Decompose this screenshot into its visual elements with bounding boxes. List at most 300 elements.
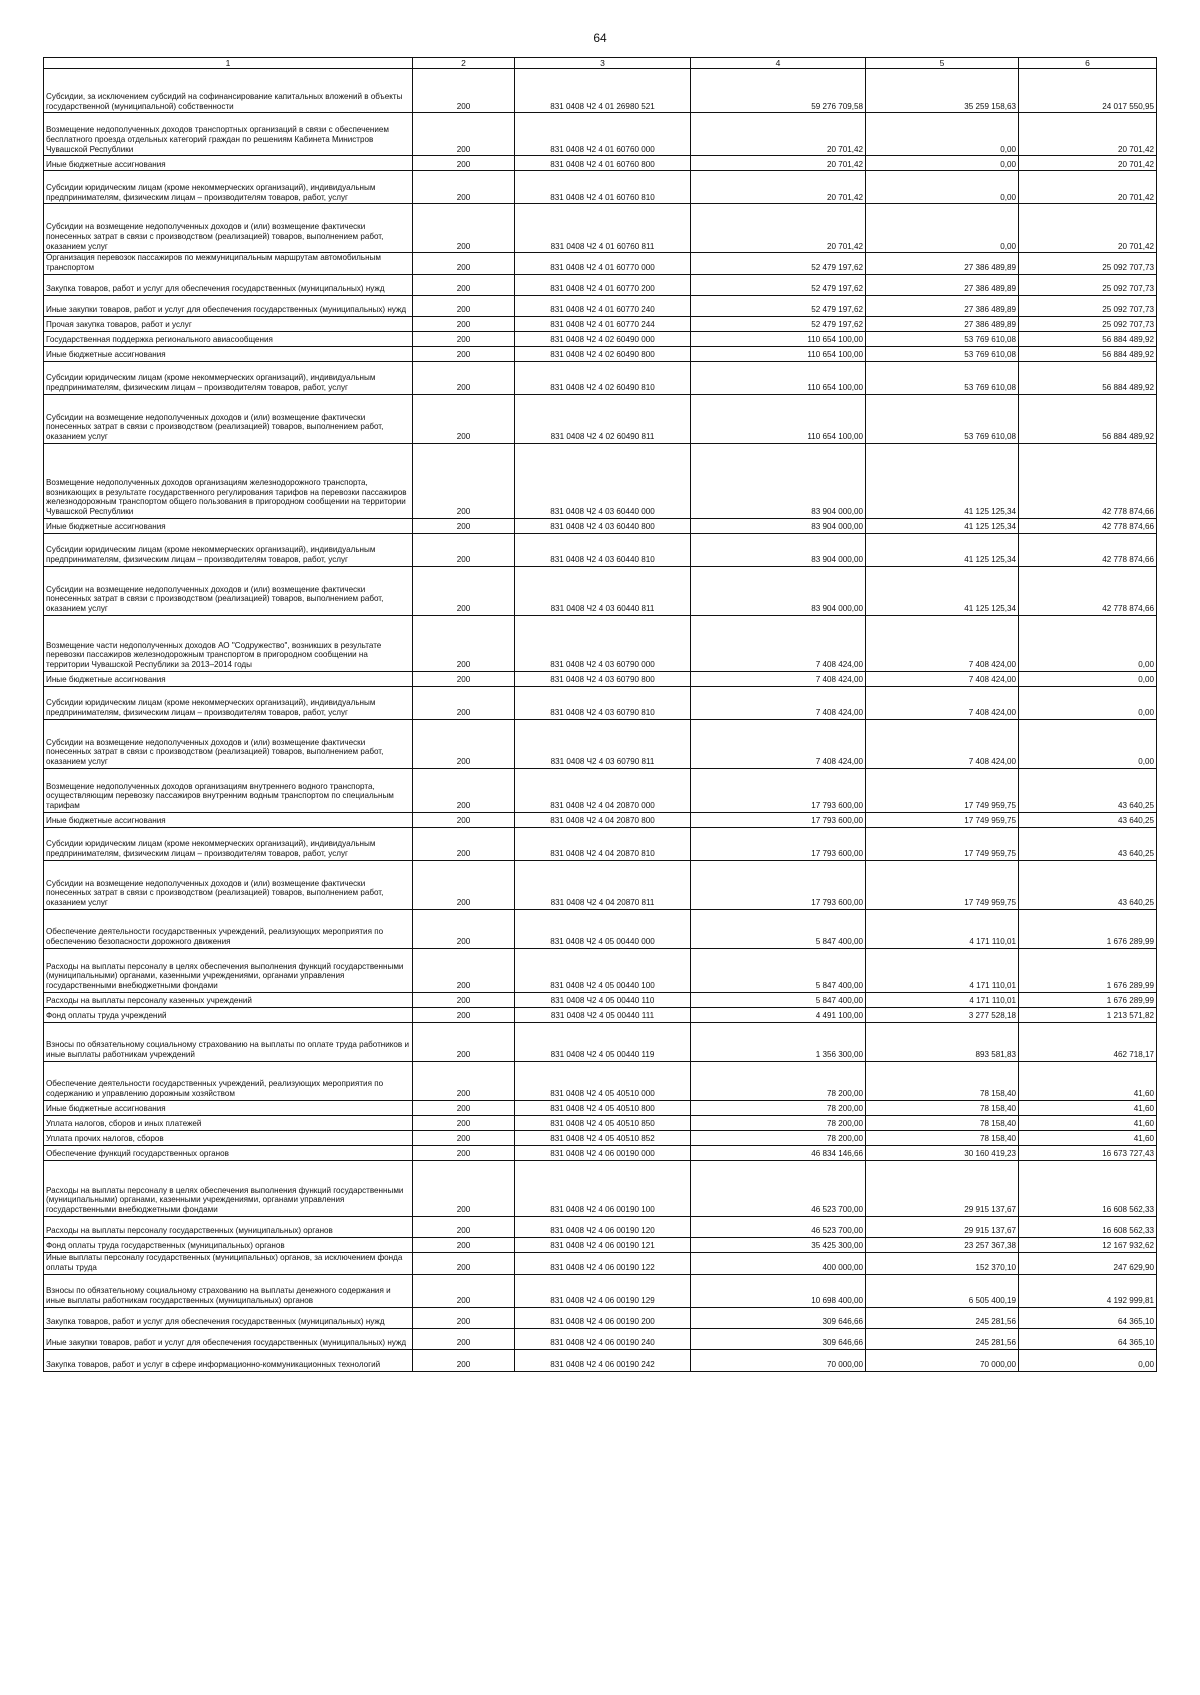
table-row: [44, 1349, 1157, 1371]
unexecuted-amount-cell: 25 092 707,73: [1019, 275, 1157, 296]
executed-amount-cell: 17 749 959,75: [866, 769, 1019, 813]
description-cell: Иные бюджетные ассигнования: [44, 1101, 413, 1116]
approved-amount-cell: 7 408 424,00: [691, 616, 866, 672]
approved-amount-cell: 7 408 424,00: [691, 687, 866, 720]
budget-classification-cell: 831 0408 Ч2 4 02 60490 000: [515, 332, 691, 347]
unexecuted-amount-cell: 43 640,25: [1019, 861, 1157, 910]
description-cell: Субсидии на возмещение недополученных доходов и (или) возмещение фактически понесенных затрат в связи с производством (реализацией) товаров, выполнением работ, оказанием услуг: [44, 395, 413, 444]
unexecuted-amount-cell: 25 092 707,73: [1019, 317, 1157, 332]
executed-amount-cell: 78 158,40: [866, 1062, 1019, 1101]
approved-amount-cell: 309 646,66: [691, 1307, 866, 1328]
table-row: [44, 813, 1157, 828]
line-code-cell: 200: [413, 1253, 515, 1275]
description-cell: Возмещение недополученных доходов транспортных организаций в связи с обеспечением бесплатного проезда отдельных категорий граждан по решениям Кабинета Министров Чувашской Республики: [44, 113, 413, 156]
unexecuted-amount-cell: 43 640,25: [1019, 769, 1157, 813]
executed-amount-cell: 29 915 137,67: [866, 1161, 1019, 1217]
approved-amount-cell: 52 479 197,62: [691, 253, 866, 275]
budget-classification-cell: 831 0408 Ч2 4 03 60790 800: [515, 672, 691, 687]
approved-amount-cell: 17 793 600,00: [691, 828, 866, 861]
executed-amount-cell: 27 386 489,89: [866, 317, 1019, 332]
table-row: [44, 534, 1157, 567]
approved-amount-cell: 7 408 424,00: [691, 720, 866, 769]
budget-classification-cell: 831 0408 Ч2 4 03 60790 811: [515, 720, 691, 769]
executed-amount-cell: 41 125 125,34: [866, 534, 1019, 567]
description-cell: Субсидии, за исключением субсидий на софинансирование капитальных вложений в объекты государственной (муниципальной) собственности: [44, 69, 413, 113]
table-row: [44, 861, 1157, 910]
description-cell: Взносы по обязательному социальному страхованию на выплаты денежного содержания и иные выплаты работникам государственных (муниципальных) органов: [44, 1274, 413, 1307]
approved-amount-cell: 46 834 146,66: [691, 1146, 866, 1161]
table-row: [44, 1116, 1157, 1131]
approved-amount-cell: 46 523 700,00: [691, 1217, 866, 1238]
approved-amount-cell: 35 425 300,00: [691, 1238, 866, 1253]
line-code-cell: 200: [413, 1101, 515, 1116]
executed-amount-cell: 27 386 489,89: [866, 253, 1019, 275]
approved-amount-cell: 7 408 424,00: [691, 672, 866, 687]
unexecuted-amount-cell: 16 673 727,43: [1019, 1146, 1157, 1161]
table-row: [44, 993, 1157, 1008]
description-cell: Иные выплаты персоналу государственных (муниципальных) органов, за исключением фонда оплаты труда: [44, 1253, 413, 1275]
budget-classification-cell: 831 0408 Ч2 4 03 60790 810: [515, 687, 691, 720]
description-cell: Возмещение недополученных доходов организациям внутреннего водного транспорта, осуществляющим перевозку пассажиров внутренним водным транспортом по специальным тарифам: [44, 769, 413, 813]
unexecuted-amount-cell: 42 778 874,66: [1019, 567, 1157, 616]
executed-amount-cell: 245 281,56: [866, 1307, 1019, 1328]
table-row: [44, 519, 1157, 534]
approved-amount-cell: 20 701,42: [691, 113, 866, 156]
description-cell: Иные бюджетные ассигнования: [44, 156, 413, 171]
approved-amount-cell: 78 200,00: [691, 1062, 866, 1101]
executed-amount-cell: 17 749 959,75: [866, 861, 1019, 910]
approved-amount-cell: 110 654 100,00: [691, 395, 866, 444]
approved-amount-cell: 17 793 600,00: [691, 861, 866, 910]
budget-classification-cell: 831 0408 Ч2 4 03 60440 800: [515, 519, 691, 534]
executed-amount-cell: 0,00: [866, 204, 1019, 253]
budget-classification-cell: 831 0408 Ч2 4 05 00440 000: [515, 910, 691, 949]
budget-classification-cell: 831 0408 Ч2 4 06 00190 120: [515, 1217, 691, 1238]
table-body: [44, 69, 1157, 1371]
line-code-cell: 200: [413, 993, 515, 1008]
unexecuted-amount-cell: 20 701,42: [1019, 204, 1157, 253]
budget-classification-cell: 831 0408 Ч2 4 01 60770 240: [515, 296, 691, 317]
line-code-cell: 200: [413, 534, 515, 567]
table-row: [44, 156, 1157, 171]
line-code-cell: 200: [413, 275, 515, 296]
approved-amount-cell: 4 491 100,00: [691, 1008, 866, 1023]
budget-classification-cell: 831 0408 Ч2 4 06 00190 000: [515, 1146, 691, 1161]
header-cell-6: 6: [1019, 58, 1157, 69]
line-code-cell: 200: [413, 519, 515, 534]
executed-amount-cell: 4 171 110,01: [866, 993, 1019, 1008]
budget-classification-cell: 831 0408 Ч2 4 05 00440 110: [515, 993, 691, 1008]
budget-classification-cell: 831 0408 Ч2 4 01 60760 800: [515, 156, 691, 171]
unexecuted-amount-cell: 1 213 571,82: [1019, 1008, 1157, 1023]
description-cell: Взносы по обязательному социальному страхованию на выплаты по оплате труда работников и иные выплаты работникам учреждений: [44, 1023, 413, 1062]
table-row: [44, 444, 1157, 519]
line-code-cell: 200: [413, 910, 515, 949]
table-row: [44, 171, 1157, 204]
description-cell: Расходы на выплаты персоналу государственных (муниципальных) органов: [44, 1217, 413, 1238]
line-code-cell: 200: [413, 687, 515, 720]
executed-amount-cell: 70 000,00: [866, 1349, 1019, 1371]
unexecuted-amount-cell: 24 017 550,95: [1019, 69, 1157, 113]
line-code-cell: 200: [413, 567, 515, 616]
table-row: [44, 1146, 1157, 1161]
description-cell: Субсидии юридическим лицам (кроме некоммерческих организаций), индивидуальным предпринимателям, физическим лицам – производителям товаров, работ, услуг: [44, 534, 413, 567]
description-cell: Возмещение недополученных доходов организациям железнодорожного транспорта, возникающих в результате государственного регулирования тарифов на перевозки пассажиров железнодорожным транспортом общего пользования в пригородном сообщении на территории Чувашской Республики: [44, 444, 413, 519]
executed-amount-cell: 53 769 610,08: [866, 395, 1019, 444]
line-code-cell: 200: [413, 949, 515, 993]
line-code-cell: 200: [413, 253, 515, 275]
description-cell: Закупка товаров, работ и услуг для обеспечения государственных (муниципальных) нужд: [44, 1307, 413, 1328]
description-cell: Закупка товаров, работ и услуг в сфере информационно-коммуникационных технологий: [44, 1349, 413, 1371]
line-code-cell: 200: [413, 69, 515, 113]
line-code-cell: 200: [413, 113, 515, 156]
table-row: [44, 1008, 1157, 1023]
table-row: [44, 317, 1157, 332]
description-cell: Субсидии юридическим лицам (кроме некоммерческих организаций), индивидуальным предпринимателям, физическим лицам – производителям товаров, работ, услуг: [44, 171, 413, 204]
line-code-cell: 200: [413, 171, 515, 204]
header-row: [44, 58, 1157, 69]
description-cell: Субсидии юридическим лицам (кроме некоммерческих организаций), индивидуальным предпринимателям, физическим лицам – производителям товаров, работ, услуг: [44, 362, 413, 395]
approved-amount-cell: 400 000,00: [691, 1253, 866, 1275]
budget-classification-cell: 831 0408 Ч2 4 05 00440 111: [515, 1008, 691, 1023]
unexecuted-amount-cell: 25 092 707,73: [1019, 253, 1157, 275]
table-row: [44, 204, 1157, 253]
table-row: [44, 362, 1157, 395]
approved-amount-cell: 20 701,42: [691, 204, 866, 253]
approved-amount-cell: 20 701,42: [691, 171, 866, 204]
description-cell: Иные бюджетные ассигнования: [44, 519, 413, 534]
budget-classification-cell: 831 0408 Ч2 4 01 60770 000: [515, 253, 691, 275]
description-cell: Иные бюджетные ассигнования: [44, 813, 413, 828]
budget-classification-cell: 831 0408 Ч2 4 02 60490 811: [515, 395, 691, 444]
description-cell: Обеспечение деятельности государственных учреждений, реализующих мероприятия по обеспечению безопасности дорожного движения: [44, 910, 413, 949]
table-row: [44, 1161, 1157, 1217]
budget-classification-cell: 831 0408 Ч2 4 06 00190 122: [515, 1253, 691, 1275]
approved-amount-cell: 70 000,00: [691, 1349, 866, 1371]
description-cell: Прочая закупка товаров, работ и услуг: [44, 317, 413, 332]
approved-amount-cell: 46 523 700,00: [691, 1161, 866, 1217]
table-row: [44, 1238, 1157, 1253]
executed-amount-cell: 17 749 959,75: [866, 813, 1019, 828]
line-code-cell: 200: [413, 672, 515, 687]
approved-amount-cell: 110 654 100,00: [691, 332, 866, 347]
line-code-cell: 200: [413, 1146, 515, 1161]
executed-amount-cell: 41 125 125,34: [866, 519, 1019, 534]
table-row: [44, 1328, 1157, 1349]
line-code-cell: 200: [413, 1217, 515, 1238]
table-row: [44, 949, 1157, 993]
approved-amount-cell: 59 276 709,58: [691, 69, 866, 113]
executed-amount-cell: 78 158,40: [866, 1131, 1019, 1146]
description-cell: Расходы на выплаты персоналу в целях обеспечения выполнения функций государственными (муниципальными) органами, казенными учреждениями, органами управления государственными внебюджетными фондами: [44, 1161, 413, 1217]
unexecuted-amount-cell: 16 608 562,33: [1019, 1217, 1157, 1238]
unexecuted-amount-cell: 0,00: [1019, 1349, 1157, 1371]
executed-amount-cell: 3 277 528,18: [866, 1008, 1019, 1023]
budget-classification-cell: 831 0408 Ч2 4 05 40510 000: [515, 1062, 691, 1101]
unexecuted-amount-cell: 0,00: [1019, 672, 1157, 687]
description-cell: Иные бюджетные ассигнования: [44, 672, 413, 687]
line-code-cell: 200: [413, 296, 515, 317]
line-code-cell: 200: [413, 861, 515, 910]
description-cell: Субсидии на возмещение недополученных доходов и (или) возмещение фактически понесенных затрат в связи с производством (реализацией) товаров, выполнением работ, оказанием услуг: [44, 720, 413, 769]
table-row: [44, 1101, 1157, 1116]
approved-amount-cell: 83 904 000,00: [691, 534, 866, 567]
description-cell: Уплата налогов, сборов и иных платежей: [44, 1116, 413, 1131]
unexecuted-amount-cell: 1 676 289,99: [1019, 910, 1157, 949]
unexecuted-amount-cell: 56 884 489,92: [1019, 395, 1157, 444]
unexecuted-amount-cell: 41,60: [1019, 1101, 1157, 1116]
executed-amount-cell: 27 386 489,89: [866, 296, 1019, 317]
description-cell: Государственная поддержка регионального авиасообщения: [44, 332, 413, 347]
budget-classification-cell: 831 0408 Ч2 4 05 40510 852: [515, 1131, 691, 1146]
executed-amount-cell: 7 408 424,00: [866, 720, 1019, 769]
description-cell: Субсидии юридическим лицам (кроме некоммерческих организаций), индивидуальным предпринимателям, физическим лицам – производителям товаров, работ, услуг: [44, 828, 413, 861]
budget-classification-cell: 831 0408 Ч2 4 04 20870 810: [515, 828, 691, 861]
line-code-cell: 200: [413, 1116, 515, 1131]
unexecuted-amount-cell: 1 676 289,99: [1019, 949, 1157, 993]
table-row: [44, 1274, 1157, 1307]
budget-classification-cell: 831 0408 Ч2 4 03 60440 811: [515, 567, 691, 616]
unexecuted-amount-cell: 4 192 999,81: [1019, 1274, 1157, 1307]
table-row: [44, 720, 1157, 769]
description-cell: Расходы на выплаты персоналу казенных учреждений: [44, 993, 413, 1008]
unexecuted-amount-cell: 20 701,42: [1019, 113, 1157, 156]
line-code-cell: 200: [413, 362, 515, 395]
budget-classification-cell: 831 0408 Ч2 4 06 00190 100: [515, 1161, 691, 1217]
table-row: [44, 1217, 1157, 1238]
approved-amount-cell: 52 479 197,62: [691, 317, 866, 332]
page-number: 64: [593, 31, 607, 45]
budget-classification-cell: 831 0408 Ч2 4 01 60770 200: [515, 275, 691, 296]
executed-amount-cell: 53 769 610,08: [866, 347, 1019, 362]
description-cell: Обеспечение деятельности государственных учреждений, реализующих мероприятия по содержанию и управлению дорожным хозяйством: [44, 1062, 413, 1101]
line-code-cell: 200: [413, 1008, 515, 1023]
approved-amount-cell: 78 200,00: [691, 1101, 866, 1116]
unexecuted-amount-cell: 247 629,90: [1019, 1253, 1157, 1275]
budget-classification-cell: 831 0408 Ч2 4 04 20870 800: [515, 813, 691, 828]
approved-amount-cell: 78 200,00: [691, 1116, 866, 1131]
approved-amount-cell: 52 479 197,62: [691, 296, 866, 317]
budget-classification-cell: 831 0408 Ч2 4 01 60760 810: [515, 171, 691, 204]
executed-amount-cell: 23 257 367,38: [866, 1238, 1019, 1253]
table-row: [44, 1062, 1157, 1101]
line-code-cell: 200: [413, 769, 515, 813]
budget-classification-cell: 831 0408 Ч2 4 06 00190 121: [515, 1238, 691, 1253]
unexecuted-amount-cell: 41,60: [1019, 1116, 1157, 1131]
unexecuted-amount-cell: 42 778 874,66: [1019, 534, 1157, 567]
line-code-cell: 200: [413, 1328, 515, 1349]
unexecuted-amount-cell: 0,00: [1019, 616, 1157, 672]
executed-amount-cell: 35 259 158,63: [866, 69, 1019, 113]
line-code-cell: 200: [413, 1161, 515, 1217]
budget-classification-cell: 831 0408 Ч2 4 05 00440 119: [515, 1023, 691, 1062]
unexecuted-amount-cell: 462 718,17: [1019, 1023, 1157, 1062]
budget-classification-cell: 831 0408 Ч2 4 01 60770 244: [515, 317, 691, 332]
description-cell: Иные закупки товаров, работ и услуг для обеспечения государственных (муниципальных) нужд: [44, 296, 413, 317]
table-row: [44, 253, 1157, 275]
approved-amount-cell: 110 654 100,00: [691, 347, 866, 362]
table-row: [44, 828, 1157, 861]
description-cell: Расходы на выплаты персоналу в целях обеспечения выполнения функций государственными (муниципальными) органами, казенными учреждениями, органами управления государственными внебюджетными фондами: [44, 949, 413, 993]
description-cell: Закупка товаров, работ и услуг для обеспечения государственных (муниципальных) нужд: [44, 275, 413, 296]
table-row: [44, 687, 1157, 720]
header-cell-2: 2: [413, 58, 515, 69]
executed-amount-cell: 7 408 424,00: [866, 616, 1019, 672]
executed-amount-cell: 41 125 125,34: [866, 567, 1019, 616]
unexecuted-amount-cell: 41,60: [1019, 1131, 1157, 1146]
unexecuted-amount-cell: 1 676 289,99: [1019, 993, 1157, 1008]
unexecuted-amount-cell: 12 167 932,62: [1019, 1238, 1157, 1253]
executed-amount-cell: 17 749 959,75: [866, 828, 1019, 861]
executed-amount-cell: 41 125 125,34: [866, 444, 1019, 519]
unexecuted-amount-cell: 56 884 489,92: [1019, 347, 1157, 362]
description-cell: Иные закупки товаров, работ и услуг для обеспечения государственных (муниципальных) нужд: [44, 1328, 413, 1349]
executed-amount-cell: 29 915 137,67: [866, 1217, 1019, 1238]
header-cell-1: 1: [44, 58, 413, 69]
executed-amount-cell: 152 370,10: [866, 1253, 1019, 1275]
budget-classification-cell: 831 0408 Ч2 4 06 00190 200: [515, 1307, 691, 1328]
approved-amount-cell: 1 356 300,00: [691, 1023, 866, 1062]
description-cell: Иные бюджетные ассигнования: [44, 347, 413, 362]
budget-classification-cell: 831 0408 Ч2 4 02 60490 800: [515, 347, 691, 362]
budget-classification-cell: 831 0408 Ч2 4 06 00190 129: [515, 1274, 691, 1307]
executed-amount-cell: 78 158,40: [866, 1116, 1019, 1131]
budget-table: [43, 57, 1157, 1372]
header-cell-5: 5: [866, 58, 1019, 69]
unexecuted-amount-cell: 64 365,10: [1019, 1307, 1157, 1328]
line-code-cell: 200: [413, 720, 515, 769]
line-code-cell: 200: [413, 828, 515, 861]
approved-amount-cell: 83 904 000,00: [691, 567, 866, 616]
table-row: [44, 769, 1157, 813]
line-code-cell: 200: [413, 317, 515, 332]
description-cell: Субсидии на возмещение недополученных доходов и (или) возмещение фактически понесенных затрат в связи с производством (реализацией) товаров, выполнением работ, оказанием услуг: [44, 861, 413, 910]
approved-amount-cell: 20 701,42: [691, 156, 866, 171]
executed-amount-cell: 0,00: [866, 156, 1019, 171]
executed-amount-cell: 4 171 110,01: [866, 910, 1019, 949]
budget-classification-cell: 831 0408 Ч2 4 05 40510 800: [515, 1101, 691, 1116]
unexecuted-amount-cell: 56 884 489,92: [1019, 332, 1157, 347]
description-cell: Субсидии юридическим лицам (кроме некоммерческих организаций), индивидуальным предпринимателям, физическим лицам – производителям товаров, работ, услуг: [44, 687, 413, 720]
description-cell: Субсидии на возмещение недополученных доходов и (или) возмещение фактически понесенных затрат в связи с производством (реализацией) товаров, выполнением работ, оказанием услуг: [44, 567, 413, 616]
executed-amount-cell: 53 769 610,08: [866, 332, 1019, 347]
unexecuted-amount-cell: 56 884 489,92: [1019, 362, 1157, 395]
description-cell: Возмещение части недополученных доходов АО "Содружество", возникших в результате перевозки пассажиров железнодорожным транспортом в пригородном сообщении на территории Чувашской Республики за 2013–2014 годы: [44, 616, 413, 672]
description-cell: Фонд оплаты труда государственных (муниципальных) органов: [44, 1238, 413, 1253]
table-row: [44, 296, 1157, 317]
executed-amount-cell: 27 386 489,89: [866, 275, 1019, 296]
table-row: [44, 1307, 1157, 1328]
approved-amount-cell: 5 847 400,00: [691, 993, 866, 1008]
executed-amount-cell: 4 171 110,01: [866, 949, 1019, 993]
approved-amount-cell: 10 698 400,00: [691, 1274, 866, 1307]
budget-classification-cell: 831 0408 Ч2 4 03 60440 000: [515, 444, 691, 519]
unexecuted-amount-cell: 42 778 874,66: [1019, 444, 1157, 519]
executed-amount-cell: 7 408 424,00: [866, 672, 1019, 687]
table-row: [44, 69, 1157, 113]
table-row: [44, 567, 1157, 616]
table-row: [44, 332, 1157, 347]
budget-classification-cell: 831 0408 Ч2 4 02 60490 810: [515, 362, 691, 395]
budget-classification-cell: 831 0408 Ч2 4 04 20870 811: [515, 861, 691, 910]
table-row: [44, 275, 1157, 296]
executed-amount-cell: 7 408 424,00: [866, 687, 1019, 720]
approved-amount-cell: 78 200,00: [691, 1131, 866, 1146]
approved-amount-cell: 110 654 100,00: [691, 362, 866, 395]
line-code-cell: 200: [413, 347, 515, 362]
table-row: [44, 113, 1157, 156]
table-row: [44, 1131, 1157, 1146]
budget-classification-cell: 831 0408 Ч2 4 06 00190 240: [515, 1328, 691, 1349]
approved-amount-cell: 5 847 400,00: [691, 910, 866, 949]
executed-amount-cell: 30 160 419,23: [866, 1146, 1019, 1161]
executed-amount-cell: 0,00: [866, 171, 1019, 204]
budget-classification-cell: 831 0408 Ч2 4 03 60790 000: [515, 616, 691, 672]
budget-classification-cell: 831 0408 Ч2 4 01 26980 521: [515, 69, 691, 113]
line-code-cell: 200: [413, 1307, 515, 1328]
approved-amount-cell: 17 793 600,00: [691, 813, 866, 828]
executed-amount-cell: 0,00: [866, 113, 1019, 156]
executed-amount-cell: 245 281,56: [866, 1328, 1019, 1349]
unexecuted-amount-cell: 0,00: [1019, 687, 1157, 720]
executed-amount-cell: 6 505 400,19: [866, 1274, 1019, 1307]
budget-classification-cell: 831 0408 Ч2 4 01 60760 811: [515, 204, 691, 253]
line-code-cell: 200: [413, 1274, 515, 1307]
line-code-cell: 200: [413, 616, 515, 672]
unexecuted-amount-cell: 16 608 562,33: [1019, 1161, 1157, 1217]
unexecuted-amount-cell: 20 701,42: [1019, 171, 1157, 204]
approved-amount-cell: 52 479 197,62: [691, 275, 866, 296]
unexecuted-amount-cell: 41,60: [1019, 1062, 1157, 1101]
line-code-cell: 200: [413, 1023, 515, 1062]
approved-amount-cell: 83 904 000,00: [691, 444, 866, 519]
budget-classification-cell: 831 0408 Ч2 4 05 40510 850: [515, 1116, 691, 1131]
unexecuted-amount-cell: 42 778 874,66: [1019, 519, 1157, 534]
table-row: [44, 395, 1157, 444]
line-code-cell: 200: [413, 1238, 515, 1253]
table-row: [44, 1023, 1157, 1062]
approved-amount-cell: 17 793 600,00: [691, 769, 866, 813]
description-cell: Субсидии на возмещение недополученных доходов и (или) возмещение фактически понесенных затрат в связи с производством (реализацией) товаров, выполнением работ, оказанием услуг: [44, 204, 413, 253]
description-cell: Уплата прочих налогов, сборов: [44, 1131, 413, 1146]
table-row: [44, 910, 1157, 949]
approved-amount-cell: 5 847 400,00: [691, 949, 866, 993]
budget-classification-cell: 831 0408 Ч2 4 06 00190 242: [515, 1349, 691, 1371]
line-code-cell: 200: [413, 1349, 515, 1371]
budget-classification-cell: 831 0408 Ч2 4 01 60760 000: [515, 113, 691, 156]
unexecuted-amount-cell: 25 092 707,73: [1019, 296, 1157, 317]
budget-classification-cell: 831 0408 Ч2 4 04 20870 000: [515, 769, 691, 813]
table-row: [44, 616, 1157, 672]
description-cell: Обеспечение функций государственных органов: [44, 1146, 413, 1161]
table-row: [44, 1253, 1157, 1275]
line-code-cell: 200: [413, 395, 515, 444]
description-cell: Фонд оплаты труда учреждений: [44, 1008, 413, 1023]
line-code-cell: 200: [413, 156, 515, 171]
unexecuted-amount-cell: 43 640,25: [1019, 828, 1157, 861]
line-code-cell: 200: [413, 813, 515, 828]
executed-amount-cell: 53 769 610,08: [866, 362, 1019, 395]
header-cell-4: 4: [691, 58, 866, 69]
executed-amount-cell: 78 158,40: [866, 1101, 1019, 1116]
budget-classification-cell: 831 0408 Ч2 4 03 60440 810: [515, 534, 691, 567]
executed-amount-cell: 893 581,83: [866, 1023, 1019, 1062]
budget-classification-cell: 831 0408 Ч2 4 05 00440 100: [515, 949, 691, 993]
unexecuted-amount-cell: 64 365,10: [1019, 1328, 1157, 1349]
line-code-cell: 200: [413, 1131, 515, 1146]
header-cell-3: 3: [515, 58, 691, 69]
line-code-cell: 200: [413, 204, 515, 253]
